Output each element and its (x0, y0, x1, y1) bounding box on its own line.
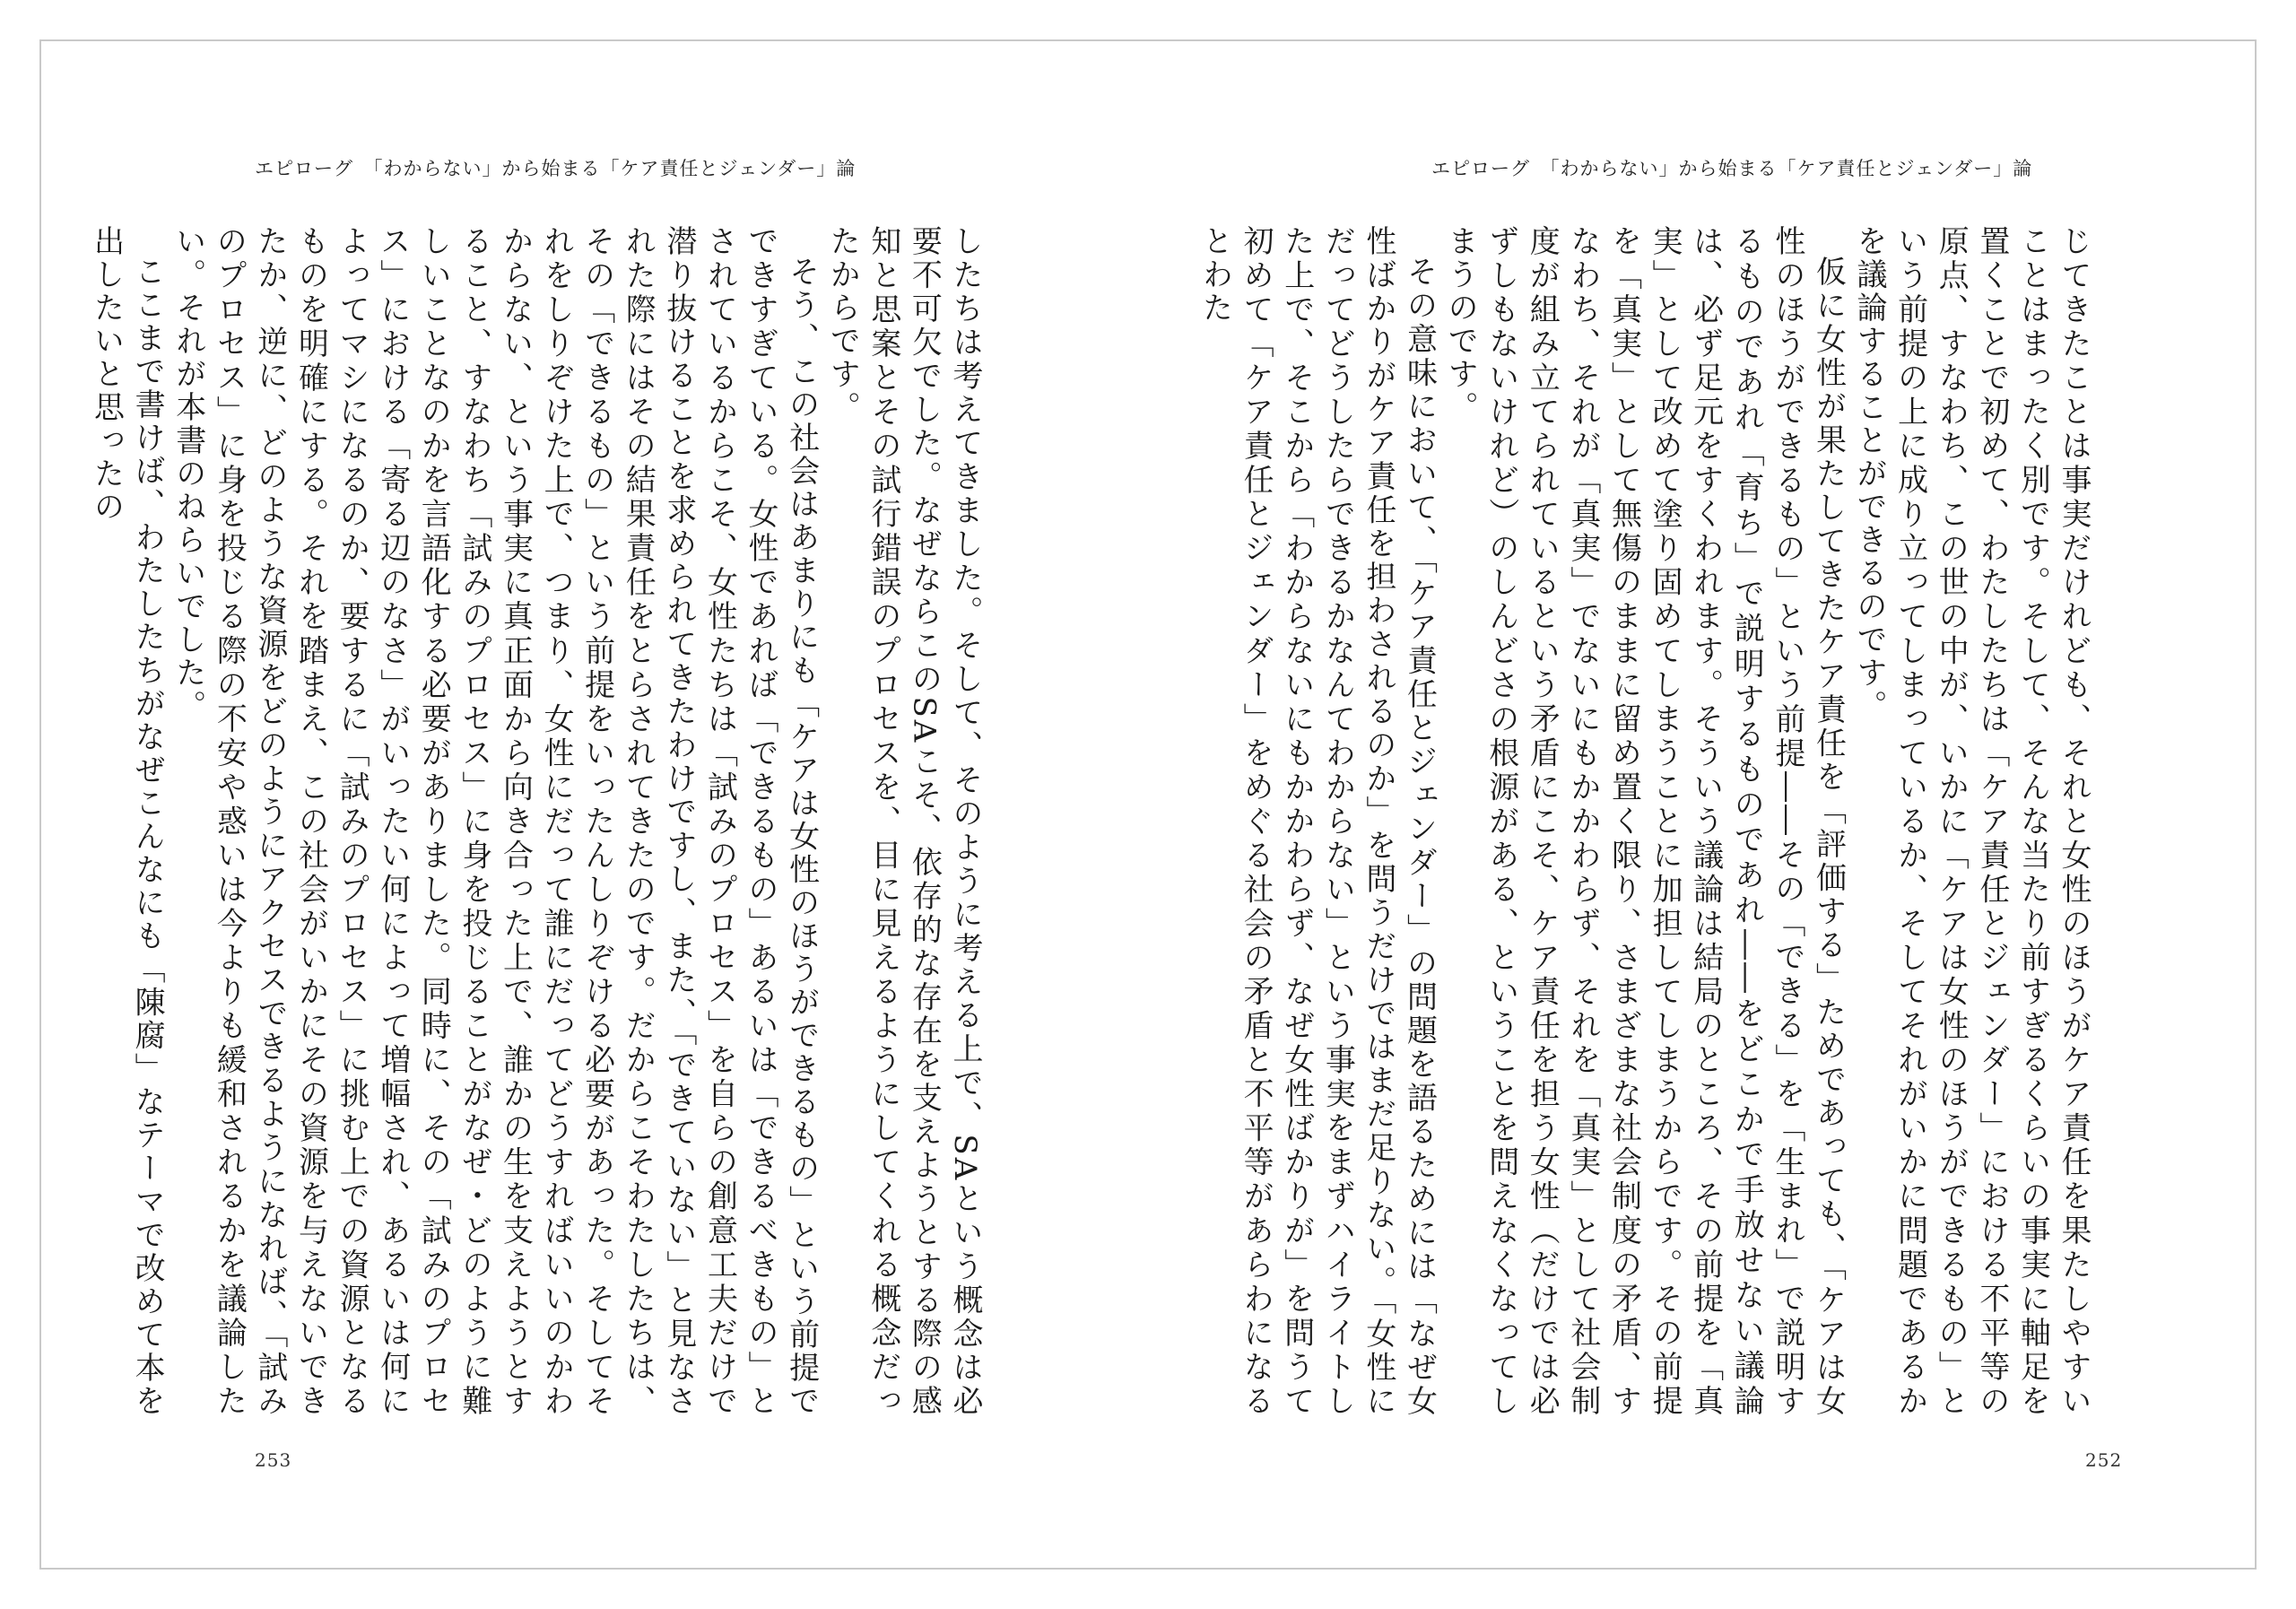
paragraph: そう、この社会はあまりにも「ケアは女性のほうができるもの」という前提でできすぎている。女性であれば「できるもの」あるいは「できるべきもの」とされているからこそ、女性たちは「試みのプロセス」を自らの創意工夫だけで潜り抜けることを求められてきたわけですし、また、「できていない」と見なされた際にはその結果責任をとらされてきたのです。だからこそわたしたちは、その「できるもの」という前提をいったんしりぞける必要があった。そしてそれをしりぞけた上で、つまり、女性にだって誰にだってどうすればいいのかわからない、という事実に真正面から向き合った上で、誰かの生を支えようとすること、すなわち「試みのプロセス」に身を投じることがなぜ・どのように難しいことなのかを言語化する必要がありました。同時に、その「試みのプロセス」における「寄る辺のなさ」がいったい何によって増幅され、あるいは何によってマシになるのか、要するに「試みのプロセス」に挑む上での資源となるものを明確にする。それを踏まえ、この社会がいかにその資源を与えないできたか、逆に、どのような資源をどのようにアクセスできるようになれば、「試みのプロセス」に身を投じる際の不安や惑いは今よりも緩和されるかを議論したい。それが本書のねらいでした。 (170, 225, 820, 1419)
page-number: 252 (2085, 1449, 2123, 1471)
page-number: 253 (255, 1449, 292, 1471)
paragraph: したちは考えてきました。そして、そのように考える上で、SAという概念は必要不可欠でした。なぜならこのSAこそ、依存的な存在を支えようとする際の感知と思案とその試行錯誤のプロセスを、目に見えるようにしてくれる概念だったからです。 (824, 225, 983, 1418)
book-spread (39, 39, 2257, 1570)
paragraph: じてきたことは事実だけれども、それと女性のほうがケア責任を果たしやすいことはまったく別です。そして、そんな当たり前すぎるくらいの事実に軸足を置くことで初めて、わたしたちは「ケア責任とジェンダー」における不平等の原点、すなわち、この世の中が、いかに「ケアは女性のほうができるもの」という前提の上に成り立ってしまっているか、そしてそれがいかに問題であるかを議論することができるのです。 (1851, 225, 2092, 1419)
paragraph: 仮に女性が果たしてきたケア責任を「評価する」ためであっても、「ケアは女性のほうができるもの」という前提――その「できる」を「生まれ」で説明するものであれ「育ち」で説明するものであれ――をどこかで手放せない議論は、必ず足元をすくわれます。そういう議論は結局のところ、その前提を「真実」として改めて塗り固めてしまうことに加担してしまうからです。その前提を「真実」として無傷のままに留め置く限り、さまざまな社会制度の矛盾、すなわち、それが「真実」でないにもかかわらず、それを「真実」として社会制度が組み立てられているという矛盾にこそ、ケア責任を担う女性（だけでは必ずしもないけれど）のしんどさの根源がある、ということを問えなくなってしまうのです。 (1442, 225, 1847, 1419)
running-head: エピローグ 「わからない」から始まる「ケア責任とジェンダー」論 (1431, 158, 2033, 179)
paragraph: ここまで書けば、わたしたちがなぜこんなにも「陳腐」なテーマで改めて本を出したいと思ったの (88, 225, 166, 1418)
running-head: エピローグ 「わからない」から始まる「ケア責任とジェンダー」論 (255, 158, 857, 179)
right-page (1150, 41, 2258, 1568)
paragraph: その意味において、「ケア責任とジェンダー」の問題を語るためには「なぜ女性ばかりがケア責任を担わされるのか」を問うだけではまだ足りない。「女性にだってどうしたらできるかなんてわからない」という事実をまずハイライトした上で、そこから「わからないにもかかわらず、なぜ女性ばかりが」を問うて初めて「ケア責任とジェンダー」をめぐる社会の矛盾と不平等があらわになるとわた (1196, 225, 1438, 1418)
body-text (1196, 225, 2093, 1419)
body-text (88, 225, 985, 1419)
left-page (41, 41, 1150, 1568)
